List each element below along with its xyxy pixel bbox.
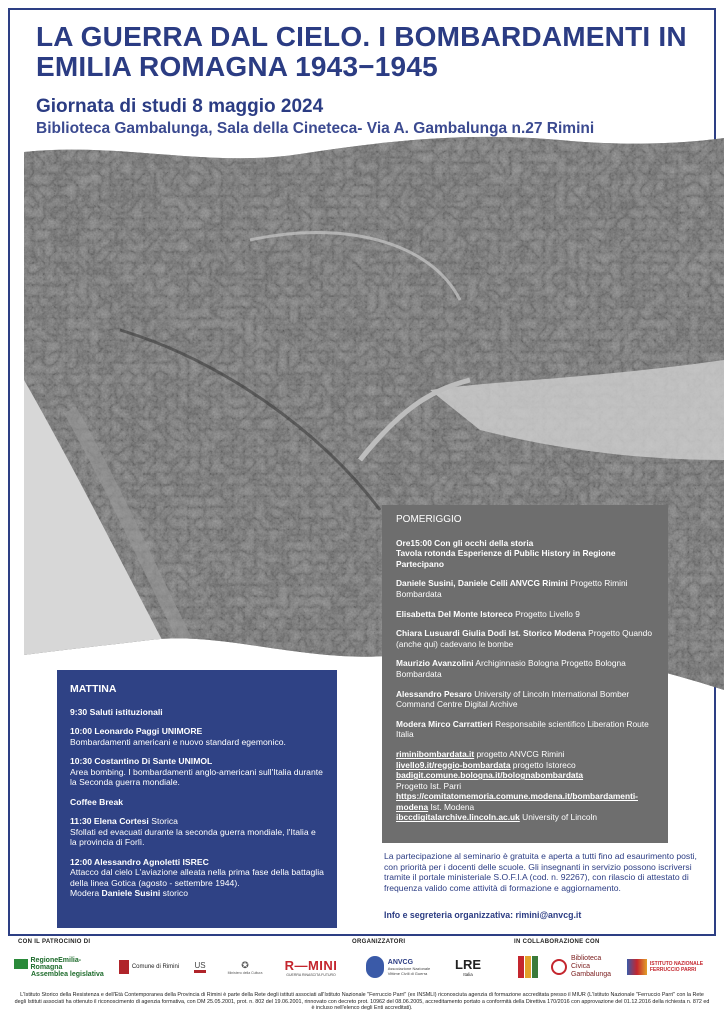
round-table: Ore15:00 Con gli occhi della storia Tavola rotonda Esperienze di Public History in Regione Partecipano [396, 537, 616, 569]
session-paggi: 10:00 Leonardo Paggi UNIMORE Bombardamenti americani e nuovo standard egemonico. [70, 726, 286, 747]
us-logo: US [190, 952, 210, 982]
organizers-label: ORGANIZZATORI [352, 939, 406, 945]
link-ibcc-archive[interactable]: ibccdigitalarchive.lincoln.ac.uk [396, 812, 520, 823]
speaker-pesaro: Alessandro Pesaro University of Lincoln International Bomber Command Centre Digital Archive [396, 688, 630, 710]
link-rimini-bombardata[interactable]: riminibombardata.it [396, 748, 475, 759]
link-bologna-bombardata[interactable]: badigit.comune.bologna.it/bolognabombardata [396, 770, 584, 781]
patronage-label: CON IL PATROCINIO DI [18, 939, 91, 945]
moderator-carrattieri: Modera Mirco Carrattieri Responsabile scientifico Liberation Route Italia [396, 718, 649, 740]
parri-logo: ISTITUTO NAZIONALE FERRUCCIO PARRI [620, 952, 710, 982]
stripe-icon [194, 970, 206, 973]
rimini-guerra-logo: R—MINI GUERRA RINASCITA FUTURO [284, 957, 338, 977]
legal-footer: L'Istituto Storico della Resistenza e dell'Età Contemporanea della Provincia di Rimini è parte della Rete degli istituti associati all'Istituto Nazionale "Ferruccio Parri" (ex INSMLI) riconosciuta agenzia di formazione accreditata presso il MIUR (L'Istituto Nazionale "Ferruccio Parri" con la Rete degli Istituti associati ha ottenuto il riconoscimento di agenzia formativa, con DM 25.05.2001, prot. n. 802 del 19.06.2001, rinnovato con decreto prot. 10962 del 08.06.2005, accreditamento portato a conformità della Direttiva 170/2016 con approvazione del 01.12.2016 della richiesta n. 872 ed è incluso nell'elenco degli Enti accreditati). [14, 992, 710, 1012]
session-opening: 9:30 Saluti istituzionali [70, 706, 163, 717]
event-date: Giornata di studi 8 maggio 2024 [36, 96, 324, 117]
collaboration-label: IN COLLABORAZIONE CON [514, 939, 600, 945]
parri-mark-icon [627, 959, 647, 975]
regione-logo: RegioneEmilia-Romagna Assemblea legislativa [14, 952, 110, 982]
istituto-storico-logo [514, 952, 542, 982]
coffee-break: Coffee Break [70, 796, 124, 807]
biblioteca-mark-icon [551, 959, 567, 975]
event-venue: Biblioteca Gambalunga, Sala della Cineteca- Via A. Gambalunga n.27 Rimini [36, 120, 595, 137]
shield-icon [119, 960, 129, 974]
regione-flag-icon [14, 959, 28, 969]
lre-logo: LRE Italia [455, 957, 481, 977]
link-modena[interactable]: https://comitatomemoria.comune.modena.it/bombardamenti-modena [396, 791, 638, 812]
ministero-logo: ✪ Ministero della Cultura [227, 959, 263, 975]
afternoon-program-panel [382, 505, 668, 843]
speaker-lusuardi-dodi: Chiara Lusuardi Giulia Dodi Ist. Storico Modena Progetto Quando (anche qui) cadevano le bombe [396, 628, 652, 649]
anvcg-shield-icon [366, 956, 384, 978]
afternoon-heading: POMERIGGIO [396, 514, 462, 525]
event-title: LA GUERRA DAL CIELO. I BOMBARDAMENTI IN EMILIA ROMAGNA 1943−1945 [36, 21, 687, 82]
anvcg-logo: ANVCG Associazione Nazionale Vittime Civili di Guerra [352, 952, 444, 982]
session-agnoletti: 12:00 Alessandro Agnoletti ISREC Attacco dal cielo L'aviazione alleata nella prima fase della battaglia della linea Gotica (agosto - settembre 1944). Modera Daniele Susini storico [70, 856, 324, 898]
project-links: riminibombardata.it progetto ANVCG Rimini livello9.it/reggio-bombardata progetto Istoreco badigit.comune.bologna.it/bolognabombardata Progetto Ist. Parri https://comitatomemoria.comune.modena.it/bombardamenti-modena Ist. Modena ibccdigitalarchive.lincoln.ac.uk University of Lincoln [396, 748, 638, 823]
session-cortesi: 11:30 Elena Cortesi Storica Sfollati ed evacuati durante la seconda guerra mondiale, l'Italia e la provincia di Forlì. [70, 816, 316, 847]
session-di-sante: 10:30 Costantino Di Sante UNIMOL Area bombing. I bombardamenti anglo-americani sull'Italia durante la Seconda guerra mondiale. [70, 756, 323, 787]
speaker-avanzolini: Maurizio Avanzolini Archiginnasio Bologna Progetto Bologna Bombardata [396, 658, 626, 679]
comune-logo: Comune di Rimini [116, 952, 182, 982]
emblem-icon: ✪ [241, 959, 249, 970]
speaker-del-monte: Elisabetta Del Monte Istoreco Progetto Livello 9 [396, 608, 580, 619]
contact-email[interactable]: Info e segreteria organizzativa: rimini@anvcg.it [384, 910, 582, 920]
speaker-susini-celli: Daniele Susini, Daniele Celli ANVCG Rimini Progetto Rimini Bombardata [396, 578, 628, 599]
link-livello9[interactable]: livello9.it/reggio-bombardata [396, 759, 511, 770]
biblioteca-logo: Biblioteca Civica Gambalunga [548, 952, 614, 982]
morning-program-panel [57, 670, 337, 928]
morning-heading: MATTINA [70, 683, 117, 695]
participation-info: La partecipazione al seminario è gratuita e aperta a tutti fino ad esaurimento posti, con priorità per i docenti delle scuole. Gli insegnanti in servizio possono iscriversi tramite il portale ministeriale S.O.F.I.A (cod. n. 92267), con rilascio di attestato di frequenza valido come attività di formazione e aggiornamento. [384, 851, 697, 893]
